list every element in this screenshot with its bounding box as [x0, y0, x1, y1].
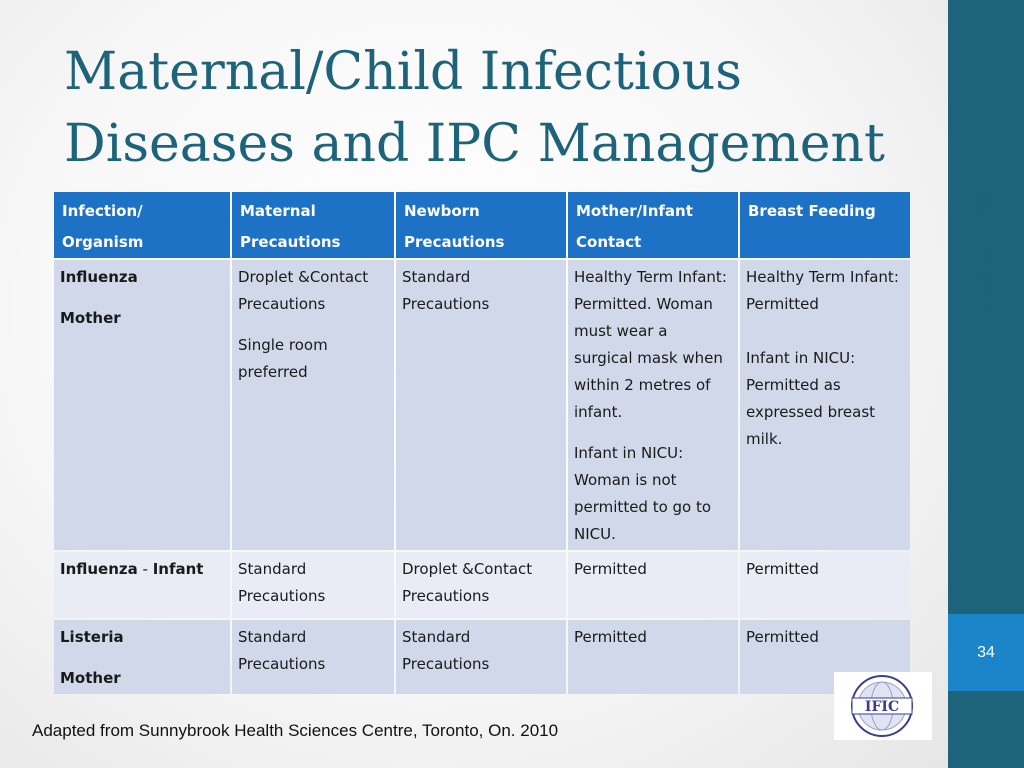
- header-text: Infection/: [62, 202, 143, 220]
- cell-contact: [568, 552, 738, 618]
- cell-contact: [568, 260, 738, 550]
- cell-breastfeeding: [740, 260, 910, 550]
- cell-organism: [54, 620, 230, 694]
- breastfeeding-text: Permitted: [746, 628, 819, 646]
- spacer: [60, 651, 222, 665]
- header-text: Precautions: [404, 233, 505, 251]
- maternal-text: Standard Precautions: [238, 628, 326, 673]
- organism-name: Listeria: [60, 628, 124, 646]
- header-maternal-precautions: [232, 192, 394, 258]
- organism-separator: -: [137, 560, 153, 578]
- breastfeeding-text: Infant in NICU: Permitted as expressed breast milk.: [746, 349, 876, 448]
- spacer: [746, 318, 902, 345]
- header-text: Mother/Infant: [576, 202, 693, 220]
- cell-breastfeeding: [740, 552, 910, 618]
- organism-name: Influenza: [60, 560, 138, 578]
- header-text: Contact: [576, 233, 642, 251]
- cell-maternal: [232, 552, 394, 618]
- header-text: Organism: [62, 233, 144, 251]
- newborn-text: Standard Precautions: [402, 628, 490, 673]
- title-line-1: Maternal/Child Infectious: [64, 42, 742, 102]
- cell-organism: [54, 260, 230, 550]
- maternal-text: Single room preferred: [238, 336, 328, 381]
- header-breast-feeding: [740, 192, 910, 258]
- newborn-text: Standard Precautions: [402, 268, 490, 313]
- cell-maternal: [232, 260, 394, 550]
- contact-text: Permitted: [574, 628, 647, 646]
- table-header-row: [54, 192, 910, 258]
- page-number-box: [948, 614, 1024, 691]
- maternal-text: Droplet &Contact Precautions: [238, 268, 369, 313]
- header-text: Precautions: [240, 233, 341, 251]
- table-row: [54, 620, 910, 694]
- header-infection-organism: [54, 192, 230, 258]
- table-row: [54, 260, 910, 550]
- logo-text: IFIC: [864, 699, 900, 715]
- organism-subject: Mother: [60, 309, 121, 327]
- contact-text: Healthy Term Infant: Permitted. Woman must wear a surgical mask when within 2 metres of infant.: [574, 268, 727, 421]
- header-newborn-precautions: [396, 192, 566, 258]
- header-text: Newborn: [404, 202, 480, 220]
- breastfeeding-text: Healthy Term Infant: Permitted: [746, 268, 899, 313]
- title-line-2: Diseases and IPC Management: [64, 114, 885, 174]
- cell-organism: [54, 552, 230, 618]
- spacer: [60, 291, 222, 305]
- contact-text: Permitted: [574, 560, 647, 578]
- breastfeeding-text: Permitted: [746, 560, 819, 578]
- newborn-text: Droplet &Contact Precautions: [402, 560, 533, 605]
- maternal-text: Standard Precautions: [238, 560, 326, 605]
- spacer: [574, 426, 730, 440]
- slide-date: December 1, 2013: [975, 180, 994, 320]
- slide-title: [64, 36, 934, 180]
- cell-contact: [568, 620, 738, 694]
- source-note: Adapted from Sunnybrook Health Sciences Centre, Toronto, On. 2010: [32, 721, 559, 740]
- cell-newborn: [396, 552, 566, 618]
- organism-name: Influenza: [60, 268, 138, 286]
- ific-logo: [834, 672, 932, 740]
- ipc-management-table: [52, 190, 912, 696]
- cell-maternal: [232, 620, 394, 694]
- header-mother-infant-contact: [568, 192, 738, 258]
- header-text: Maternal: [240, 202, 316, 220]
- organism-subject: Mother: [60, 669, 121, 687]
- organism-subject: Infant: [152, 560, 204, 578]
- page-number: 34: [977, 644, 995, 661]
- header-text: Breast Feeding: [748, 202, 876, 220]
- cell-newborn: [396, 620, 566, 694]
- table-row: [54, 552, 910, 618]
- cell-newborn: [396, 260, 566, 550]
- spacer: [238, 318, 386, 332]
- contact-text: Infant in NICU: Woman is not permitted to go to NICU.: [574, 444, 712, 543]
